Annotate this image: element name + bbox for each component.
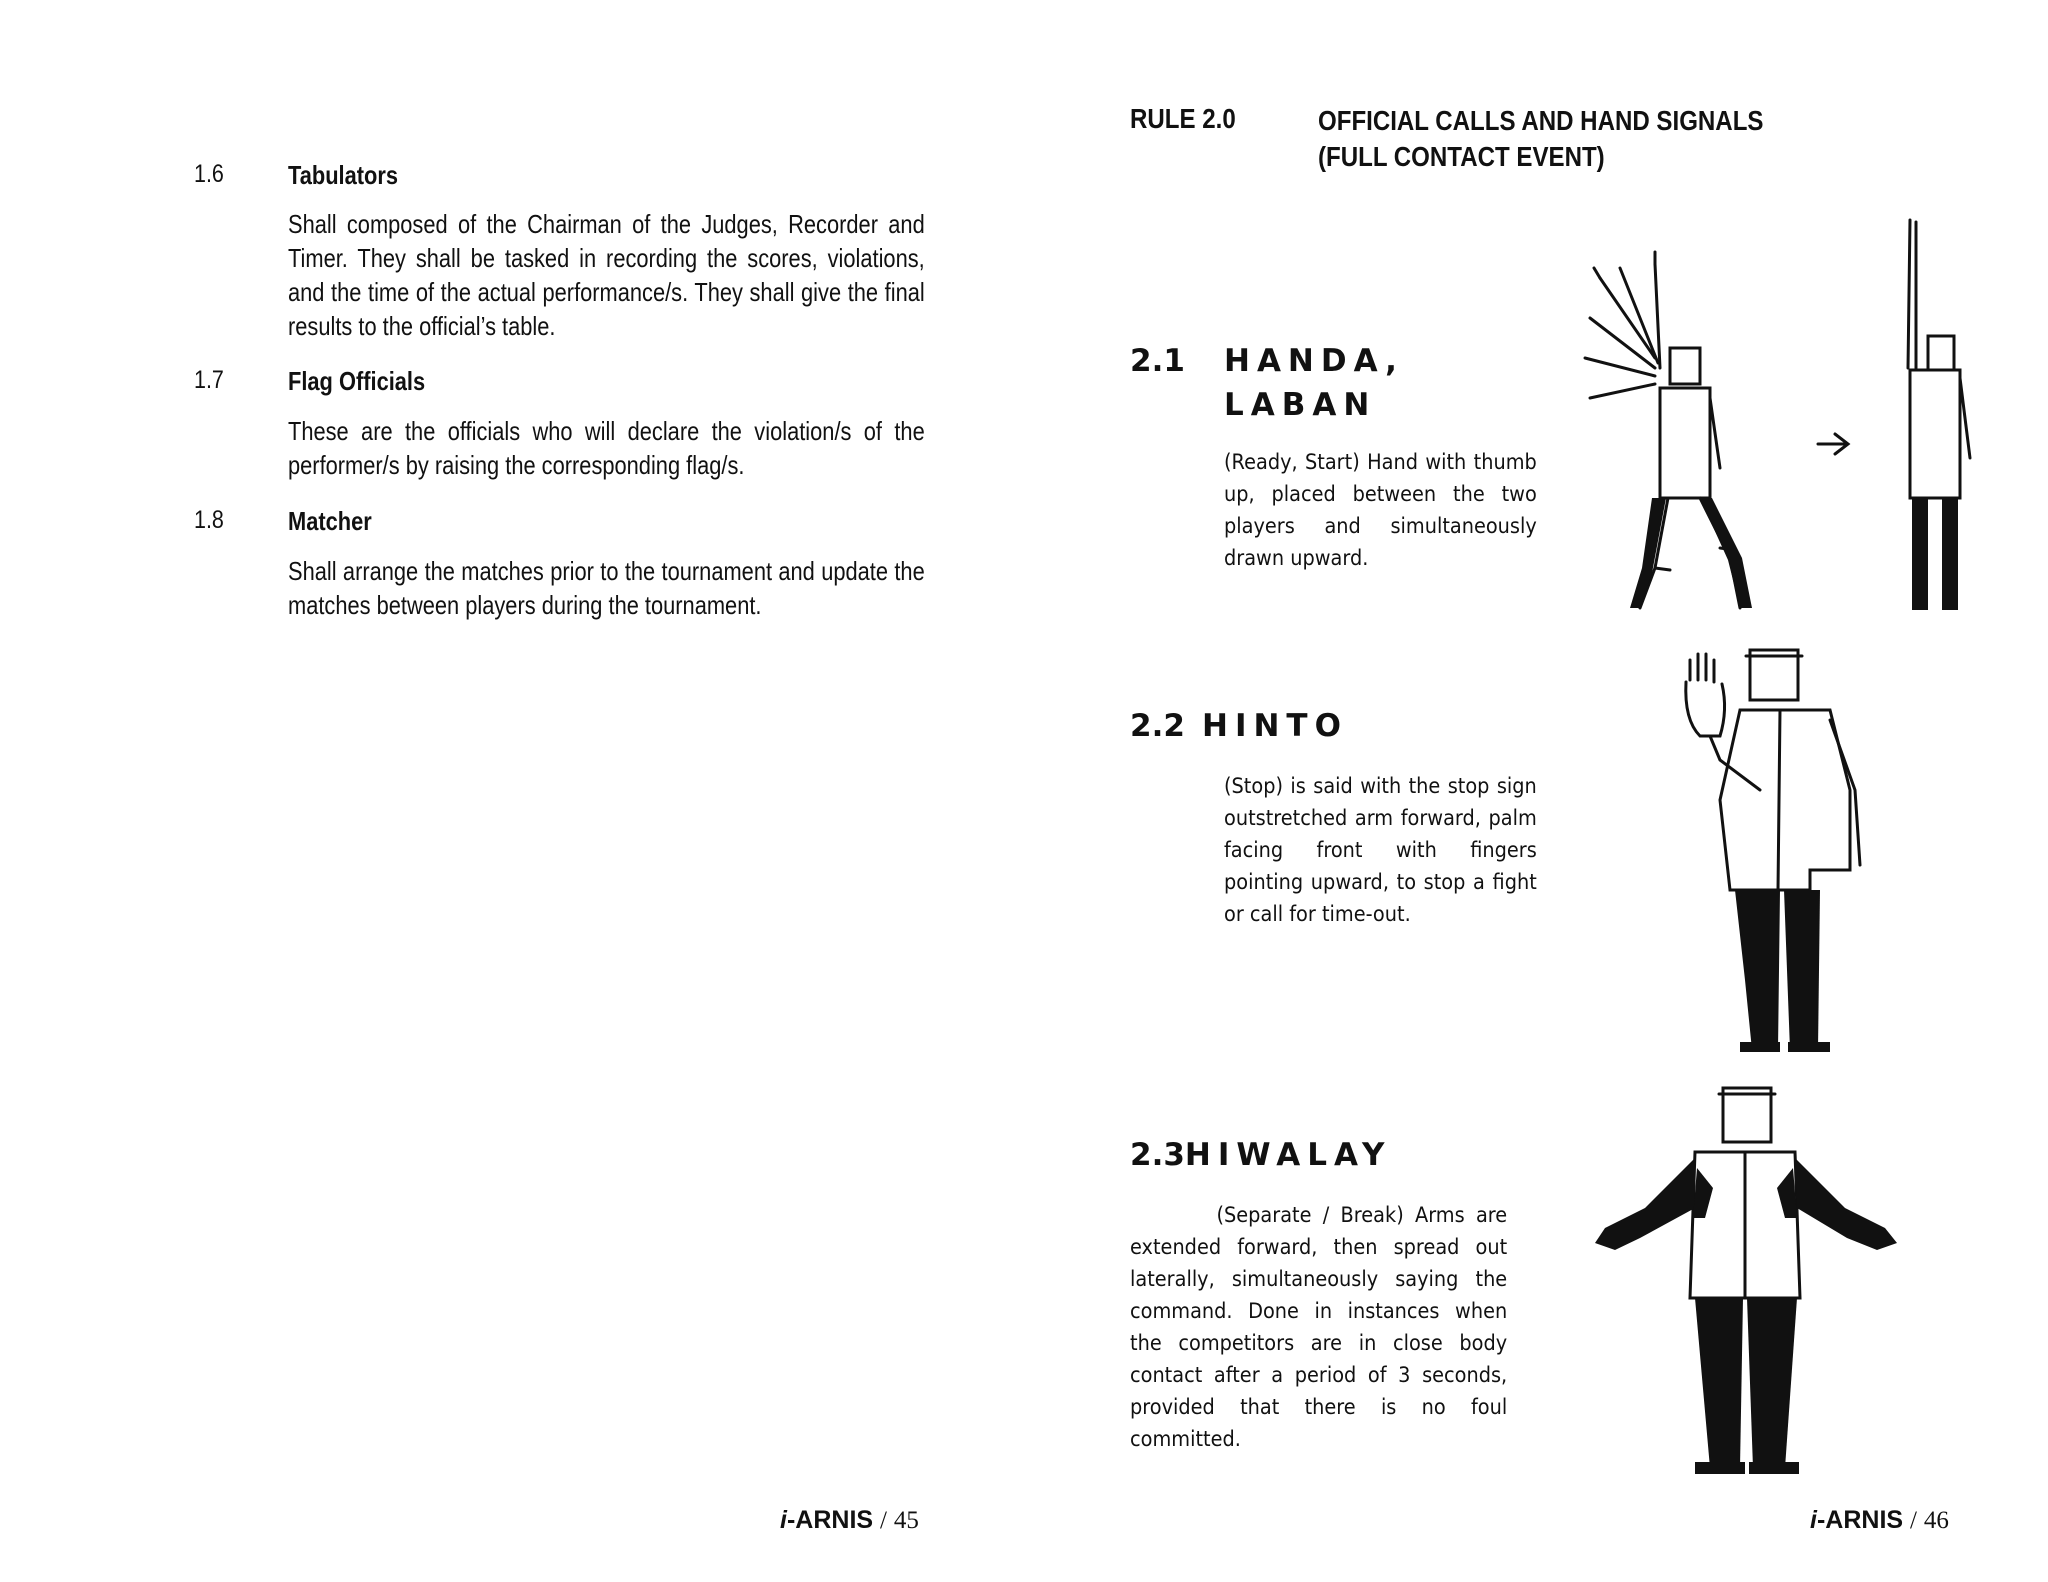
signal-name: LABAN: [1224, 387, 1377, 423]
signal-heading: [1130, 704, 1348, 748]
rule-label: RULE 2.0: [1130, 103, 1236, 134]
section-title: Flag Officials: [288, 366, 426, 396]
signal-name: HANDA,: [1224, 343, 1404, 379]
section-body: Shall composed of the Chairman of the Judges, Recorder and Timer. They shall be tasked in recording the scores, violations, and the time of the actual performance/s. They shall give the final results to the official’s table.: [288, 209, 925, 341]
page-footer: [1810, 1506, 1949, 1535]
footer-separator: /: [880, 1507, 887, 1534]
page-footer: [780, 1506, 919, 1535]
section-title: Matcher: [288, 506, 372, 536]
left-page: [0, 0, 1020, 1582]
signal-name: HINTO: [1202, 708, 1348, 744]
section-number: 1.6: [194, 160, 224, 188]
rule-title-line: (FULL CONTACT EVENT): [1318, 141, 1605, 172]
signal-heading: [1130, 339, 1404, 427]
footer-separator: /: [1910, 1507, 1917, 1534]
section-number: 1.7: [194, 366, 224, 394]
footer-brand: i-ARNIS: [780, 1506, 874, 1534]
rule-title-line: OFFICIAL CALLS AND HAND SIGNALS: [1318, 105, 1764, 136]
signal-description: (Stop) is said with the stop sign outstretched arm forward, palm facing front with fingers pointing upward, to stop a fight or call for time-out.: [1224, 774, 1537, 926]
signal-heading: [1130, 1133, 1391, 1177]
section-body: These are the officials who will declare the violation/s of the performer/s by raising the corresponding flag/s.: [288, 416, 925, 480]
signal-name: HIWALAY: [1184, 1137, 1392, 1173]
signal-description: (Separate / Break) Arms are extended forward, then spread out laterally, simultaneously saying the command. Done in instances when the competitors are in close body contact after a period of 3 seconds, provided that there is no foul committed.: [1130, 1203, 1508, 1451]
referee-separate-signal-illustration: [1585, 1078, 1905, 1488]
signal-number: 2.1: [1130, 343, 1185, 379]
section-body: Shall arrange the matches prior to the tournament and update the matches between players during the tournament.: [288, 556, 925, 620]
signal-description: (Ready, Start) Hand with thumb up, placed between the two players and simultaneously drawn upward.: [1224, 450, 1537, 570]
right-page: [1020, 0, 2048, 1582]
page-number: 46: [1923, 1507, 1949, 1534]
signal-number: 2.2: [1130, 708, 1185, 744]
signal-number: 2.3: [1130, 1137, 1185, 1173]
referee-start-signal-illustration: [1560, 198, 1980, 638]
footer-brand: i-ARNIS: [1810, 1506, 1904, 1534]
section-number: 1.8: [194, 506, 224, 534]
rule-title: [1318, 103, 1763, 175]
referee-stop-signal-illustration: [1650, 640, 1880, 1060]
page-number: 45: [893, 1507, 919, 1534]
section-title: Tabulators: [288, 160, 399, 190]
